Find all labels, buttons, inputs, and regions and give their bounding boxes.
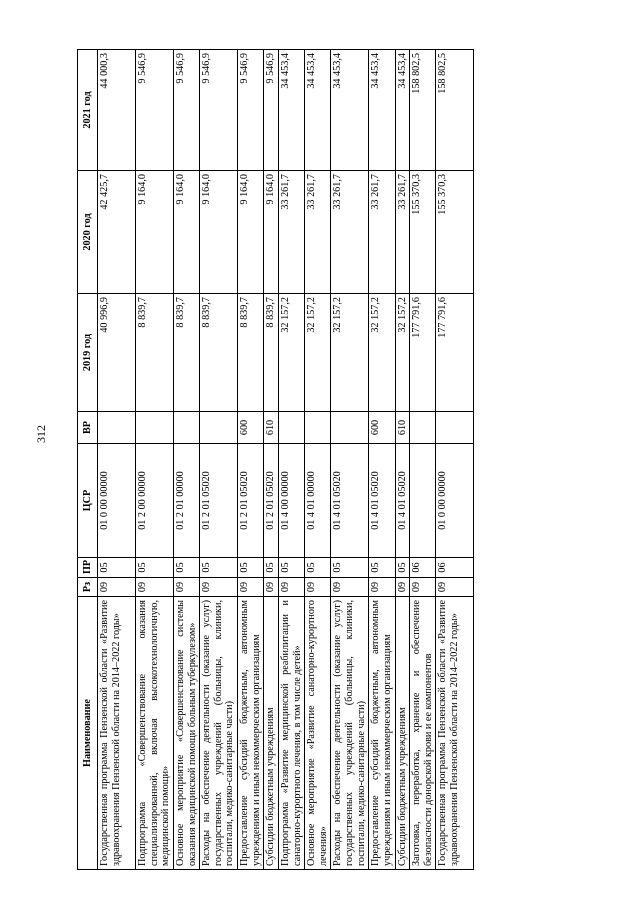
row-name: Предоставление субсидий бюджетным, автономным учреждениям и иным некоммерческим организациям (369, 597, 395, 870)
row-csr: 01 2 01 00000 (174, 444, 200, 558)
row-pr: 05 (264, 558, 279, 578)
row-pr: 05 (369, 558, 395, 578)
row-csr: 01 2 01 05020 (264, 444, 279, 558)
row-vr (305, 412, 331, 444)
row-pr: 05 (98, 558, 136, 578)
row-vr: 610 (264, 412, 279, 444)
row-2019: 32 157,2 (305, 294, 331, 412)
table-row (278, 50, 304, 870)
row-csr: 01 2 01 05020 (238, 444, 264, 558)
row-name: Расходы на обеспечение деятельности (оказание услуг) государственных учреждений (больницы, клиники, госпитали, медико-санитарные части) (331, 597, 369, 870)
row-vr (278, 412, 304, 444)
table-row (436, 50, 474, 870)
budget-table (77, 49, 474, 870)
table-row (305, 50, 331, 870)
header-csr: ЦСР (78, 444, 98, 558)
row-vr (410, 412, 436, 444)
row-2020: 155 370,3 (410, 171, 436, 294)
row-csr: 01 0 00 00000 (436, 444, 474, 558)
row-name: Государственная программа Пензенской области «Развитие здравоохранения Пензенской области на 2014–2022 годы» (98, 597, 136, 870)
row-2020: 33 261,7 (331, 171, 369, 294)
row-2021: 9 546,9 (238, 50, 264, 171)
row-rz: 09 (174, 578, 200, 597)
row-pr: 05 (331, 558, 369, 578)
row-name: Основное мероприятие «Развитие санаторно-курортного лечения» (305, 597, 331, 870)
row-csr: 01 4 01 00000 (305, 444, 331, 558)
row-2019: 40 996,9 (98, 294, 136, 412)
row-2019: 32 157,2 (331, 294, 369, 412)
row-vr (136, 412, 174, 444)
row-2021: 34 453,4 (395, 50, 410, 171)
row-2021: 9 546,9 (264, 50, 279, 171)
table-row (136, 50, 174, 870)
row-name: Предоставление субсидий бюджетным, автономным учреждениям и иным некоммерческим организациям (238, 597, 264, 870)
row-2020: 33 261,7 (369, 171, 395, 294)
row-name: Основное мероприятие «Совершенствование системы оказания медицинской помощи больным туберкулезом» (174, 597, 200, 870)
row-vr (436, 412, 474, 444)
header-2019: 2019 год (78, 294, 98, 412)
row-rz: 09 (238, 578, 264, 597)
row-csr: 01 2 00 00000 (136, 444, 174, 558)
row-2020: 9 164,0 (136, 171, 174, 294)
header-name: Наименование (78, 597, 98, 870)
row-csr: 01 4 00 00000 (278, 444, 304, 558)
table-row (369, 50, 395, 870)
row-name: Государственная программа Пензенской области «Развитие здравоохранения Пензенской области на 2014–2022 годы» (436, 597, 474, 870)
table-row (238, 50, 264, 870)
row-rz: 09 (98, 578, 136, 597)
row-name: Подпрограмма «Развитие медицинской реабилитации и санаторно-курортного лечения, в том числе детей» (278, 597, 304, 870)
row-pr: 06 (436, 558, 474, 578)
row-2019: 8 839,7 (264, 294, 279, 412)
row-rz: 09 (331, 578, 369, 597)
row-2021: 34 453,4 (305, 50, 331, 171)
row-rz: 09 (278, 578, 304, 597)
row-rz: 09 (305, 578, 331, 597)
row-pr: 05 (305, 558, 331, 578)
table-header-row (78, 50, 98, 870)
row-rz: 09 (200, 578, 238, 597)
row-2019: 8 839,7 (174, 294, 200, 412)
row-2021: 9 546,9 (174, 50, 200, 171)
table-row (174, 50, 200, 870)
row-2020: 155 370,3 (436, 171, 474, 294)
row-pr: 06 (410, 558, 436, 578)
row-csr: 01 4 01 05020 (395, 444, 410, 558)
row-2021: 34 453,4 (369, 50, 395, 171)
header-2021: 2021 год (78, 50, 98, 171)
row-csr: 01 4 01 05020 (331, 444, 369, 558)
row-2020: 42 425,7 (98, 171, 136, 294)
row-2021: 9 546,9 (136, 50, 174, 171)
row-vr (331, 412, 369, 444)
row-rz: 09 (436, 578, 474, 597)
row-rz: 09 (395, 578, 410, 597)
row-2019: 8 839,7 (136, 294, 174, 412)
row-2021: 158 802,5 (410, 50, 436, 171)
row-2019: 32 157,2 (369, 294, 395, 412)
row-rz: 09 (136, 578, 174, 597)
row-csr: 01 4 01 05020 (369, 444, 395, 558)
table-row (200, 50, 238, 870)
header-2020: 2020 год (78, 171, 98, 294)
rotated-table-container (77, 50, 557, 870)
row-rz: 09 (369, 578, 395, 597)
row-name: Подпрограмма «Совершенствование оказания специализированной, включая высокотехнологичную, медицинской помощи» (136, 597, 174, 870)
row-name: Расходы на обеспечение деятельности (оказание услуг) государственных учреждений (больницы, клиники, госпитали, медико-санитарные части) (200, 597, 238, 870)
table-row (410, 50, 436, 870)
row-2020: 33 261,7 (278, 171, 304, 294)
row-2020: 9 164,0 (238, 171, 264, 294)
row-rz: 09 (264, 578, 279, 597)
row-2019: 32 157,2 (278, 294, 304, 412)
row-2019: 177 791,6 (436, 294, 474, 412)
row-name: Субсидии бюджетным учреждениям (264, 597, 279, 870)
row-vr (98, 412, 136, 444)
row-pr: 05 (174, 558, 200, 578)
row-2021: 9 546,9 (200, 50, 238, 171)
header-vr: ВР (78, 412, 98, 444)
row-2021: 34 453,4 (278, 50, 304, 171)
table-row (331, 50, 369, 870)
row-2020: 9 164,0 (200, 171, 238, 294)
row-2020: 33 261,7 (305, 171, 331, 294)
row-pr: 05 (238, 558, 264, 578)
row-2019: 32 157,2 (395, 294, 410, 412)
row-2021: 34 453,4 (331, 50, 369, 171)
header-rz: Рз (78, 578, 98, 597)
row-2020: 9 164,0 (264, 171, 279, 294)
row-2019: 8 839,7 (238, 294, 264, 412)
header-pr: ПР (78, 558, 98, 578)
row-2021: 158 802,5 (436, 50, 474, 171)
row-rz: 09 (410, 578, 436, 597)
row-pr: 05 (395, 558, 410, 578)
table-row (264, 50, 279, 870)
row-vr: 610 (395, 412, 410, 444)
row-vr: 600 (238, 412, 264, 444)
row-name: Заготовка, переработка, хранение и обеспечение безопасности донорской крови и ее компонентов (410, 597, 436, 870)
row-2019: 8 839,7 (200, 294, 238, 412)
row-pr: 05 (200, 558, 238, 578)
page-number: 312 (34, 425, 48, 443)
row-2019: 177 791,6 (410, 294, 436, 412)
table-row (98, 50, 136, 870)
row-vr: 600 (369, 412, 395, 444)
row-vr (174, 412, 200, 444)
table-row (395, 50, 410, 870)
row-vr (200, 412, 238, 444)
row-2020: 9 164,0 (174, 171, 200, 294)
row-csr: 01 2 01 05020 (200, 444, 238, 558)
row-2020: 33 261,7 (395, 171, 410, 294)
row-csr: 01 0 00 00000 (98, 444, 136, 558)
row-name: Субсидии бюджетным учреждениям (395, 597, 410, 870)
row-2021: 44 000,3 (98, 50, 136, 171)
row-csr (410, 444, 436, 558)
row-pr: 05 (278, 558, 304, 578)
row-pr: 05 (136, 558, 174, 578)
